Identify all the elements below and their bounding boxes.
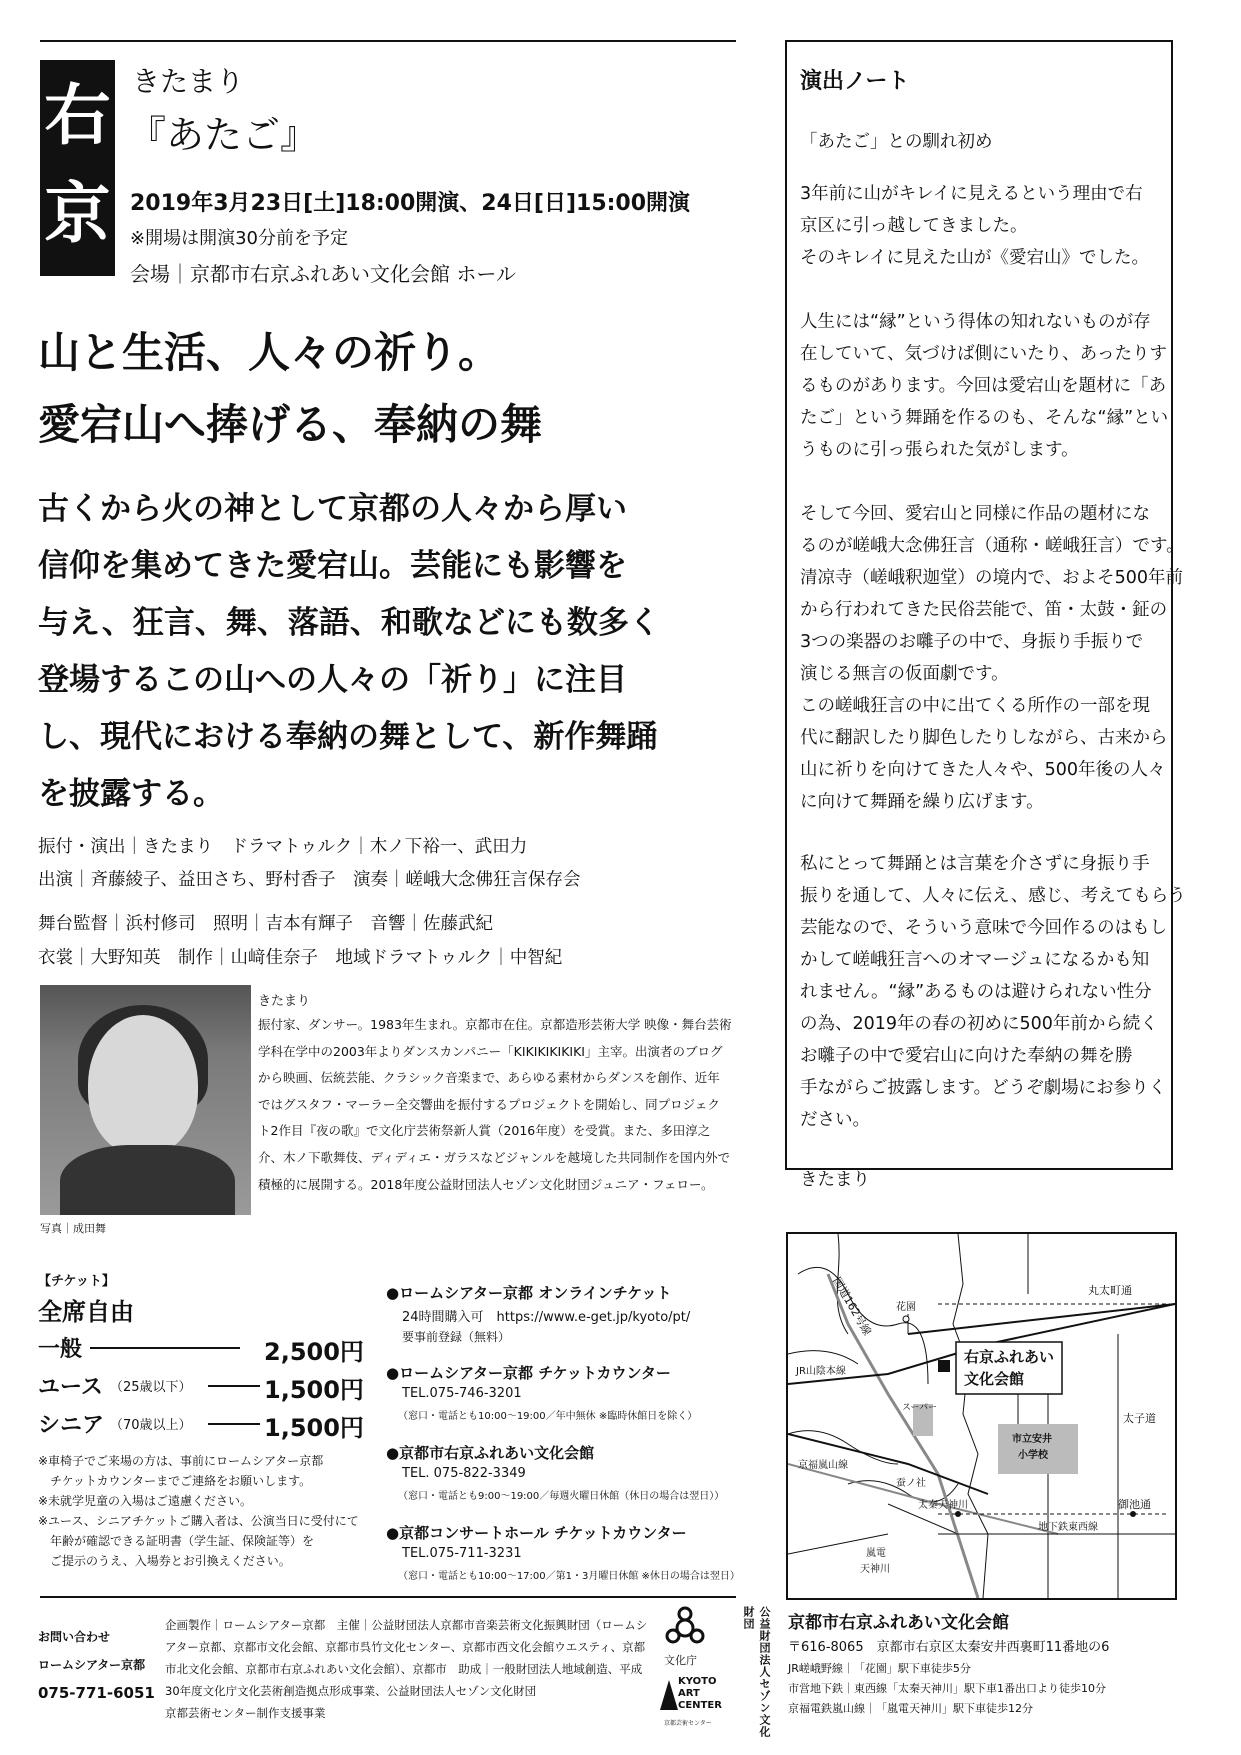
price-leader bbox=[208, 1385, 260, 1387]
outlet-line: TEL. 075-822-3349 bbox=[402, 1466, 526, 1481]
note-line: 在していて、気づけば側にいたり、あったりす bbox=[800, 344, 1167, 364]
contact-label: お問い合わせ bbox=[38, 1630, 111, 1644]
outlet-name: ●京都市右京ふれあい文化会館 bbox=[386, 1444, 595, 1462]
map-label-randen: 嵐電 bbox=[866, 1548, 886, 1559]
top-rule-left bbox=[40, 40, 736, 42]
price-row bbox=[38, 1332, 364, 1366]
venue-name: 京都市右京ふれあい文化会館 bbox=[788, 1613, 1009, 1633]
ticket-note: ※ユース、シニアチケットご購入者は、公演当日に受付にて bbox=[38, 1514, 359, 1528]
map-label-oike: 御池通 bbox=[1118, 1498, 1151, 1511]
saison-logo bbox=[740, 1606, 771, 1746]
contact-org: ロームシアター京都 bbox=[38, 1658, 146, 1672]
production-line: アター京都、京都市文化会館、京都市呉竹文化センター、京都市西文化会館ウエスティ、京都 bbox=[165, 1640, 646, 1654]
ticket-all-free: 全席自由 bbox=[38, 1298, 134, 1326]
price-label: 一般 bbox=[38, 1337, 83, 1362]
note-line: 代に翻訳したり脚色したりしながら、古来から bbox=[800, 728, 1168, 748]
credit-line: 振付・演出｜きたまり ドラマトゥルク｜木ノ下裕一、武田力 bbox=[38, 837, 528, 857]
kac-sub: 京都芸術センター bbox=[664, 1720, 712, 1727]
map-label-uzumasa: 太秦天神川 bbox=[918, 1500, 968, 1511]
bunkacho-logo bbox=[660, 1606, 710, 1676]
credit-line: 衣裳｜大野知英 制作｜山﨑佳奈子 地域ドラマトゥルク｜中智紀 bbox=[38, 948, 563, 968]
headline-line-2: 愛宕山へ捧げる、奉納の舞 bbox=[38, 400, 543, 449]
note-line: 3つの楽器のお囃子の中で、身振り手振りで bbox=[800, 632, 1144, 652]
note-line: に向けて舞踊を繰り広げます。 bbox=[800, 792, 1044, 812]
map-label-jr: JR山陰本線 bbox=[796, 1366, 846, 1377]
profile-name: きたまり bbox=[258, 994, 311, 1009]
lead-line: 与え、狂言、舞、落語、和歌などにも数多く bbox=[38, 605, 660, 641]
production-line: 京都芸術センター制作支援事業 bbox=[165, 1706, 326, 1720]
map-label-hanazono: 花園 bbox=[896, 1302, 916, 1313]
note-signature: きたまり bbox=[800, 1170, 870, 1190]
note-line: るのが嵯峨大念佛狂言（通称・嵯峨狂言）です。 bbox=[800, 536, 1184, 556]
note-line: 清凉寺（嵯峨釈迦堂）の境内で、およそ500年前 bbox=[800, 568, 1184, 588]
note-line: 演じる無言の仮面劇です。 bbox=[800, 664, 1009, 684]
price-value: 1,500円 bbox=[264, 1414, 364, 1442]
headline-line-1: 山と生活、人々の祈り。 bbox=[38, 328, 501, 377]
note-line: 芸能なので、そういう意味で今回作るのはもし bbox=[800, 918, 1168, 938]
ticket-heading: 【チケット】 bbox=[38, 1274, 115, 1289]
note-line: 私にとって舞踊とは言葉を介さずに身振り手 bbox=[800, 854, 1150, 874]
note-line: 「あたご」との馴れ初め bbox=[800, 132, 993, 152]
note-line: 京区に引っ越してきました。 bbox=[800, 216, 1028, 236]
outlet-line: 24時間購入可 https://www.e-get.jp/kyoto/pt/ bbox=[402, 1310, 691, 1325]
note-line: 山に祈りを向けてきた人々や、500年後の人々 bbox=[800, 760, 1166, 780]
doors-note: ※開場は開演30分前を予定 bbox=[130, 228, 348, 249]
kac-word: CENTER bbox=[678, 1700, 722, 1711]
outlet-line: 要事前登録（無料） bbox=[402, 1330, 511, 1344]
ticket-note: ※車椅子でご来場の方は、事前にロームシアター京都 bbox=[38, 1454, 324, 1468]
outlet-line: TEL.075-711-3231 bbox=[402, 1546, 522, 1561]
lead-line: 登場するこの山への人々の「祈り」に注目 bbox=[38, 662, 627, 698]
ticket-note: ご提示のうえ、入場券とお引換えください。 bbox=[38, 1554, 291, 1568]
price-leader bbox=[90, 1347, 240, 1349]
production-line: 市北文化会館、京都市右京ふれあい文化会館）、京都市 助成｜一般財団法人地域創造、平成 bbox=[165, 1662, 643, 1676]
note-frame-right bbox=[1171, 40, 1173, 1170]
credit-line: 出演｜斉藤綾子、益田さち、野村香子 演奏｜嵯峨大念佛狂言保存会 bbox=[38, 870, 581, 890]
map-label-keifuku: 京福嵐山線 bbox=[798, 1460, 848, 1471]
venue-access: 市営地下鉄｜東西線「太秦天神川」駅下車1番出口より徒歩10分 bbox=[788, 1682, 1106, 1695]
note-line: かして嵯峨狂言へのオマージュになるかも知 bbox=[800, 950, 1150, 970]
outlet-line: （窓口・電話とも9:00～19:00／毎週火曜日休館（休日の場合は翌日）） bbox=[398, 1491, 725, 1502]
price-row bbox=[38, 1370, 364, 1404]
photo-credit: 写真｜成田舞 bbox=[40, 1222, 106, 1235]
map-label-kaiko: 蚕ノ社 bbox=[896, 1478, 926, 1489]
price-value: 1,500円 bbox=[264, 1376, 364, 1404]
note-line: ださい。 bbox=[800, 1110, 870, 1130]
ticket-note: ※未就学児童の入場はご遠慮ください。 bbox=[38, 1494, 253, 1508]
venue-access: JR嵯峨野線｜「花園」駅下車徒歩5分 bbox=[788, 1662, 971, 1675]
note-line: 3年前に山がキレイに見えるという理由で右 bbox=[800, 184, 1143, 204]
kyoto-art-center-logo bbox=[660, 1676, 720, 1736]
kanji-u: 右 bbox=[44, 77, 111, 154]
outlet-line: TEL.075-746-3201 bbox=[402, 1386, 522, 1401]
outlet-name: ●ロームシアター京都 チケットカウンター bbox=[386, 1364, 671, 1382]
top-rule-right bbox=[785, 40, 1173, 42]
outlet-name: ●ロームシアター京都 オンラインチケット bbox=[386, 1284, 672, 1302]
map-label-randen: 天神川 bbox=[860, 1564, 890, 1575]
note-line: 手ながらご披露します。どうぞ劇場にお参りく bbox=[800, 1078, 1167, 1098]
note-line: うものに引っ張られた気がします。 bbox=[800, 440, 1079, 460]
note-line: 振りを通して、人々に伝え、感じ、考えてもらう bbox=[800, 886, 1186, 906]
ukyo-kanji-block bbox=[40, 60, 115, 276]
contact-tel: 075-771-6051 bbox=[38, 1684, 155, 1702]
price-value: 2,500円 bbox=[264, 1338, 364, 1366]
note-line: たご」という舞踊を作るのも、そんな“縁”とい bbox=[800, 408, 1169, 428]
map-label-school: 小学校 bbox=[1018, 1450, 1048, 1461]
saison-label: 公益財団法人セゾン文化財団 bbox=[742, 1606, 771, 1738]
bunkacho-label: 文化庁 bbox=[664, 1654, 697, 1667]
note-line: るものがあります。今回は愛宕山を題材に「あ bbox=[800, 376, 1167, 396]
kac-word: ART bbox=[678, 1688, 700, 1699]
note-line: この嵯峨狂言の中に出てくる所作の一部を現 bbox=[800, 696, 1150, 716]
ticket-note: チケットカウンターまでご連絡をお願いします。 bbox=[38, 1474, 312, 1488]
lead-line: を披露する。 bbox=[38, 776, 224, 812]
outlet-line: （窓口・電話とも10:00～17:00／第1・3月曜日休館 ※休日の場合は翌日） bbox=[398, 1571, 740, 1582]
price-row bbox=[38, 1408, 364, 1442]
note-line: 人生には“縁”という得体の知れないものが存 bbox=[800, 312, 1151, 332]
performance-dates: 2019年3月23日[土]18:00開演、24日[日]15:00開演 bbox=[130, 191, 691, 216]
map-label-tozai: 地下鉄東西線 bbox=[1038, 1522, 1098, 1533]
map-label-taishi: 太子道 bbox=[1123, 1412, 1156, 1425]
lead-line: 古くから火の神として京都の人々から厚い bbox=[38, 491, 627, 527]
venue-address: 〒616-8065 京都市右京区太秦安井西裏町11番地の6 bbox=[788, 1640, 1110, 1655]
outlet-name: ●京都コンサートホール チケットカウンター bbox=[386, 1524, 687, 1542]
map-label-marutamachi: 丸太町通 bbox=[1088, 1284, 1132, 1297]
price-note: （70歳以上） bbox=[110, 1418, 192, 1433]
note-line: そのキレイに見えた山が《愛宕山》でした。 bbox=[800, 248, 1149, 268]
price-label: ユース bbox=[38, 1375, 103, 1400]
price-note: （25歳以下） bbox=[110, 1380, 192, 1395]
map-label-venue: 右京ふれあい bbox=[964, 1348, 1055, 1366]
outlet-line: （窓口・電話とも10:00～19:00／年中無休 ※臨時休館日を除く） bbox=[398, 1411, 698, 1422]
note-line: そして今回、愛宕山と同様に作品の題材にな bbox=[800, 504, 1150, 524]
venue-line: 会場｜京都市右京ふれあい文化会館 ホール bbox=[130, 262, 516, 286]
footer-rule bbox=[40, 1596, 736, 1598]
artist-photo bbox=[40, 985, 251, 1215]
kanji-kyo: 京 bbox=[44, 175, 111, 252]
kac-word: KYOTO bbox=[678, 1676, 717, 1687]
access-map bbox=[786, 1232, 1177, 1600]
artist-name: きたまり bbox=[132, 65, 245, 98]
note-line: の為、2019年の春の初めに500年前から続く bbox=[800, 1014, 1158, 1034]
map-label-school: 市立安井 bbox=[1012, 1434, 1052, 1445]
note-line: れません。“縁”あるものは避けられない性分 bbox=[800, 982, 1152, 1002]
map-label-route162: 国道162号線 bbox=[830, 1275, 874, 1338]
work-title: 『あたご』 bbox=[128, 113, 319, 157]
note-line: から行われてきた民俗芸能で、笛・太鼓・鉦の bbox=[800, 600, 1168, 620]
production-line: 企画製作｜ロームシアター京都 主催｜公益財団法人京都市音楽芸術文化振興財団（ロームシ bbox=[165, 1618, 648, 1632]
note-frame-left bbox=[785, 40, 787, 1170]
ticket-note: 年齢が確認できる証明書（学生証、保険証等）を bbox=[38, 1534, 315, 1548]
production-line: 30年度文化庁文化芸術創造拠点形成事業、公益財団法人セゾン文化財団 bbox=[165, 1684, 537, 1698]
map-label-super: スーパー bbox=[902, 1403, 938, 1413]
note-heading: 演出ノート bbox=[800, 69, 910, 94]
lead-line: し、現代における奉納の舞として、新作舞踊 bbox=[38, 719, 658, 755]
profile-bio: 振付家、ダンサー。1983年生まれ。京都市在住。京都造形芸術大学 映像・舞台芸術学科在学中の2003年よりダンスカンパニー「KIKIKIKIKIKI」主宰。出演者のブログから映画、伝統芸能、クラシック音楽まで、あらゆる素材からダンスを創作、近年ではグスタフ・マーラー全交響曲を振付するプロジェクトを開始し、同プロジェクト2作目『夜の歌』で文化庁芸術祭新人賞（2016年度）を受賞。また、多田淳之介、木ノ下歌舞伎、ディディエ・ガラスなどジャンルを越境した共同制作を国内外で積極的に展開する。2018年度公益財団法人セゾン文化財団ジュニア・フェロー。 bbox=[258, 1017, 732, 1192]
lead-line: 信仰を集めてきた愛宕山。芸能にも影響を bbox=[38, 548, 627, 584]
price-leader bbox=[208, 1423, 260, 1425]
credit-line: 舞台監督｜浜村修司 照明｜吉本有輝子 音響｜佐藤武紀 bbox=[38, 914, 493, 934]
map-label-venue: 文化会館 bbox=[964, 1370, 1025, 1388]
production-credits bbox=[165, 1614, 648, 1724]
venue-access: 京福電鉄嵐山線｜「嵐電天神川」駅下車徒歩12分 bbox=[788, 1702, 1033, 1715]
note-line: お囃子の中で愛宕山に向けた奉納の舞を勝 bbox=[800, 1046, 1133, 1066]
price-label: シニア bbox=[38, 1413, 105, 1438]
